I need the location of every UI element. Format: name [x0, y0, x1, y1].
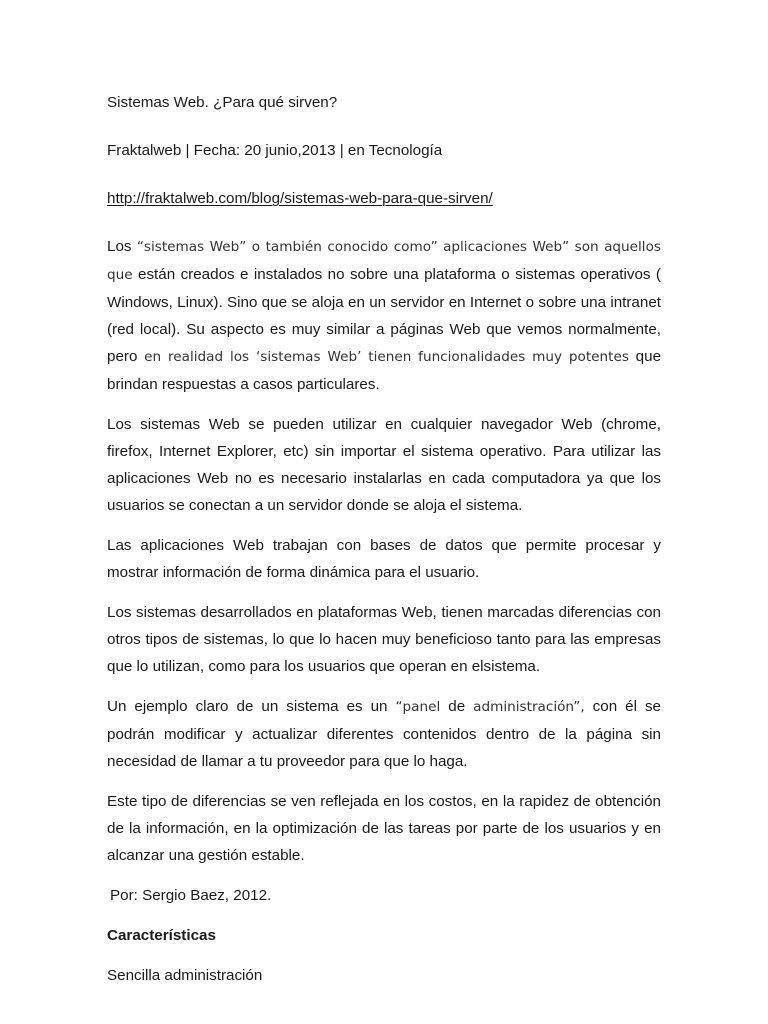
p1-part-c: están creados e instalados no sobre una plataforma o sistemas operativos ( Windows, Linux). Sino que se aloja en un servidor en Internet o sobre una intranet (red local). Su aspecto es muy similar a páginas Web que vemos normalmente, pero	[107, 266, 661, 365]
author-line: Por: Sergio Baez, 2012.	[110, 887, 272, 904]
paragraph-2: Los sistemas Web se pueden utilizar en cualquier navegador Web (chrome, firefox, Internet Explorer, etc) sin importar el sistema operativo. Para utilizar las aplicaciones Web no es necesario instalarlas en cada computadora ya que los usuarios se conectan a un servidor donde se aloja el sistema.	[107, 416, 661, 514]
document-body	[107, 89, 661, 989]
p1-part-e: que brindan respuestas a casos particulares.	[107, 348, 662, 393]
p1-part-d: en realidad los ‘sistemas Web’ tienen funcionalidades muy potentes	[144, 349, 629, 365]
p5-part-a: Un ejemplo claro de un sistema es un	[107, 698, 396, 715]
document-title: Sistemas Web. ¿Para qué sirven?	[107, 94, 338, 111]
section-heading: Características	[107, 927, 216, 944]
p5-part-c: de	[440, 698, 474, 715]
p5-part-b: “panel	[395, 699, 441, 715]
p1-part-a: Los	[107, 238, 137, 255]
paragraph-3: Las aplicaciones Web trabajan con bases de datos que permite procesar y mostrar información de forma dinámica para el usuario.	[107, 537, 661, 581]
paragraph-5	[107, 693, 661, 775]
p5-part-e: con él se podrán modificar y actualizar diferentes contenidos dentro de la página sin necesidad de llamar a tu proveedor para que lo haga.	[107, 698, 661, 770]
paragraph-1	[107, 233, 661, 398]
paragraph-4: Los sistemas desarrollados en plataformas Web, tienen marcadas diferencias con otros tipos de sistemas, lo que lo hacen muy beneficioso tanto para las empresas que lo utilizan, como para los usuarios que operan en elsistema.	[107, 604, 661, 675]
source-url-line	[107, 185, 661, 212]
list-item: Sencilla administración	[107, 967, 263, 984]
byline: Fraktalweb | Fecha: 20 junio,2013 | en Tecnología	[107, 142, 443, 159]
source-link[interactable]: http://fraktalweb.com/blog/sistemas-web-para-que-sirven/	[107, 190, 493, 207]
p1-part-b: “sistemas Web” o también conocido como” aplicaciones Web” son aquellos que	[107, 239, 661, 283]
p5-part-d: administración”,	[473, 699, 585, 715]
paragraph-6: Este tipo de diferencias se ven reflejada en los costos, en la rapidez de obtención de la información, en la optimización de las tareas por parte de los usuarios y en alcanzar una gestión estable.	[107, 793, 661, 864]
